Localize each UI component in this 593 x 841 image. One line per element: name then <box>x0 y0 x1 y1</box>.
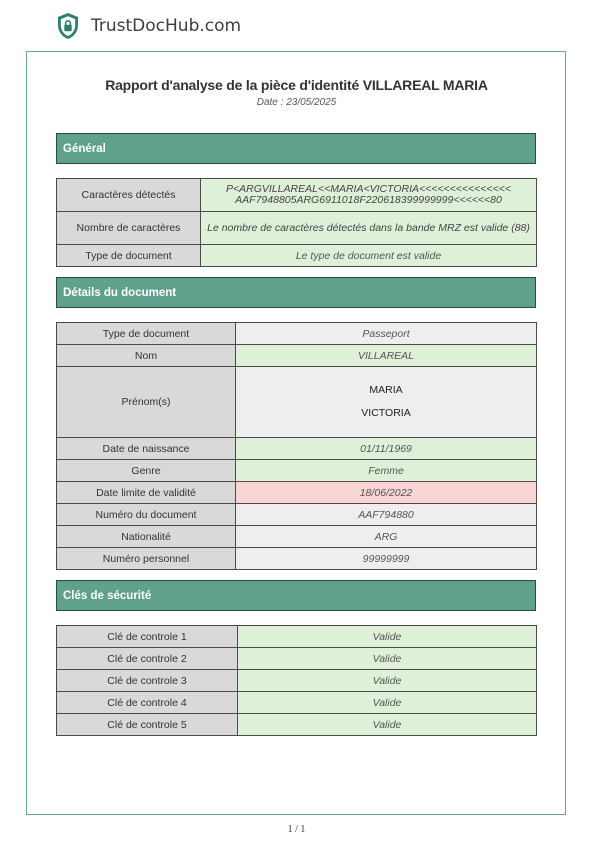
table-row <box>57 692 537 714</box>
table-row <box>57 212 537 245</box>
personal-number-label: Numéro personnel <box>57 548 236 570</box>
section-details-header: Détails du document <box>56 277 536 308</box>
birth-date-label: Date de naissance <box>57 438 236 460</box>
expiry-date-value: 18/06/2022 <box>236 482 537 504</box>
table-row <box>57 526 537 548</box>
doc-type-check-value: Le type de document est valide <box>201 245 537 267</box>
table-row <box>57 460 537 482</box>
surname-value: VILLAREAL <box>236 345 537 367</box>
page-number: 1 / 1 <box>287 824 306 835</box>
gender-label: Genre <box>57 460 236 482</box>
mrz-label: Caractères détectés <box>57 179 201 212</box>
table-row <box>57 648 537 670</box>
char-count-value: Le nombre de caractères détectés dans la bande MRZ est valide (88) <box>201 212 537 245</box>
table-row <box>57 482 537 504</box>
table-row <box>57 245 537 267</box>
security-key-label: Clé de controle 3 <box>57 670 238 692</box>
given-name-1: MARIA <box>369 384 403 396</box>
table-row <box>57 345 537 367</box>
security-key-value: Valide <box>238 648 537 670</box>
table-row <box>57 548 537 570</box>
table-row <box>57 323 537 345</box>
surname-label: Nom <box>57 345 236 367</box>
nationality-value: ARG <box>236 526 537 548</box>
gender-value: Femme <box>236 460 537 482</box>
table-row <box>57 626 537 648</box>
doc-type-check-label: Type de document <box>57 245 201 267</box>
given-names-value <box>236 367 537 438</box>
doc-type-value: Passeport <box>236 323 537 345</box>
table-row <box>57 714 537 736</box>
section-general-header: Général <box>56 133 536 164</box>
table-row <box>57 670 537 692</box>
table-row <box>57 504 537 526</box>
security-key-label: Clé de controle 1 <box>57 626 238 648</box>
mrz-line-2: AAF7948805ARG6911018F220618399999999<<<<<<80 <box>235 194 502 206</box>
report-date: Date : 23/05/2025 <box>256 97 337 108</box>
section-security-header: Clés de sécurité <box>56 580 536 611</box>
birth-date-value: 01/11/1969 <box>236 438 537 460</box>
table-row <box>57 367 537 438</box>
doc-type-label: Type de document <box>57 323 236 345</box>
mrz-value <box>201 179 537 212</box>
expiry-date-label: Date limite de validité <box>57 482 236 504</box>
security-key-label: Clé de controle 5 <box>57 714 238 736</box>
security-key-value: Valide <box>238 670 537 692</box>
given-names-label: Prénom(s) <box>57 367 236 438</box>
general-table <box>56 178 537 267</box>
given-name-2: VICTORIA <box>361 407 411 419</box>
document-number-label: Numéro du document <box>57 504 236 526</box>
shield-lock-icon <box>56 12 80 40</box>
document-number-value: AAF794880 <box>236 504 537 526</box>
char-count-label: Nombre de caractères <box>57 212 201 245</box>
security-key-value: Valide <box>238 692 537 714</box>
report-title: Rapport d'analyse de la pièce d'identité VILLAREAL MARIA <box>105 77 488 93</box>
nationality-label: Nationalité <box>57 526 236 548</box>
table-row <box>57 179 537 212</box>
security-key-label: Clé de controle 4 <box>57 692 238 714</box>
mrz-line-1: P<ARGVILLAREAL<<MARIA<VICTORIA<<<<<<<<<<<<<<< <box>226 183 511 195</box>
table-row <box>57 438 537 460</box>
security-key-value: Valide <box>238 626 537 648</box>
personal-number-value: 99999999 <box>236 548 537 570</box>
security-key-label: Clé de controle 2 <box>57 648 238 670</box>
security-key-value: Valide <box>238 714 537 736</box>
security-table <box>56 625 537 736</box>
details-table <box>56 322 537 570</box>
brand-header <box>56 11 241 41</box>
brand-name: TrustDocHub.com <box>91 16 242 36</box>
